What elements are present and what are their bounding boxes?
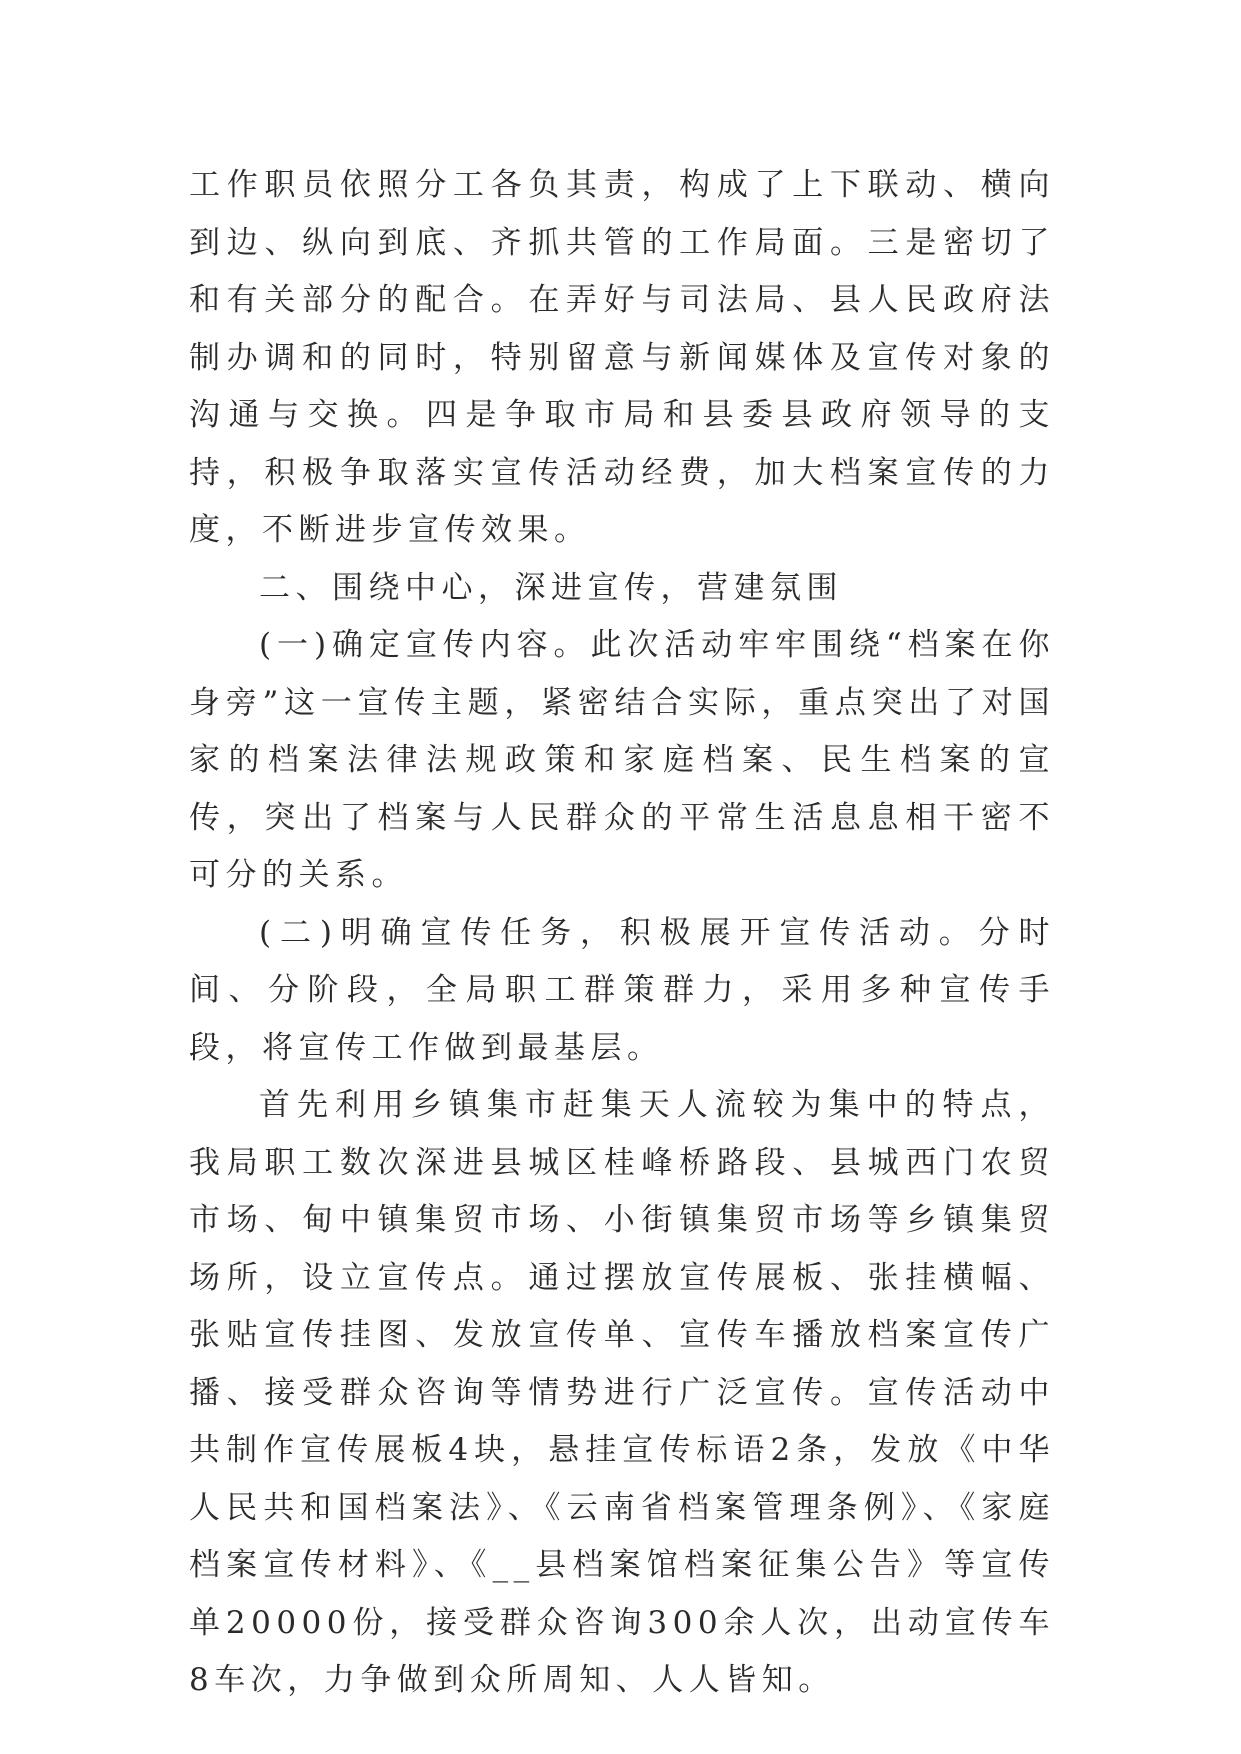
paragraph-work-pattern: 工作职员依照分工各负其责，构成了上下联动、横向到边、纵向到底、齐抓共管的工作局面。三是密切了和有关部分的配合。在弄好与司法局、县人民政府法制办调和的同时，特别留意与新闻媒体及宣传对象的沟通与交换。四是争取市局和县委县政府领导的支持，积极争取落实宣传活动经费，加大档案宣传的力度，不断进步宣传效果。 — [189, 167, 1055, 548]
document-body — [189, 157, 1055, 1710]
paragraph-publicity-content: (一)确定宣传内容。此次活动牢牢围绕“档案在你身旁”这一宣传主题，紧密结合实际，重点突出了对国家的档案法律法规政策和家庭档案、民生档案的宣传，突出了档案与人民群众的平常生活息息相干密不可分的关系。 — [189, 627, 1055, 893]
paragraph-market-publicity: 首先利用乡镇集市赶集天人流较为集中的特点，我局职工数次深进县城区桂峰桥路段、县城西门农贸市场、甸中镇集贸市场、小街镇集贸市场等乡镇集贸场所，设立宣传点。通过摆放宣传展板、张挂横幅、张贴宣传挂图、发放宣传单、宣传车播放档案宣传广播、接受群众咨询等情势进行广泛宣传。宣传活动中共制作宣传展板4块，悬挂宣传标语2条，发放《中华人民共和国档案法》、《云南省档案管理条例》、《家庭档案宣传材料》、《__县档案馆档案征集公告》等宣传单20000份，接受群众咨询300余人次，出动宣传车8车次，力争做到众所周知、人人皆知。 — [189, 1087, 1055, 1698]
paragraph-publicity-tasks: (二)明确宣传任务，积极展开宣传活动。分时间、分阶段，全局职工群策群力，采用多种宣传手段，将宣传工作做到最基层。 — [189, 914, 1055, 1066]
section-heading-two: 二、围绕中心，深进宣传，营建氛围 — [259, 569, 843, 606]
